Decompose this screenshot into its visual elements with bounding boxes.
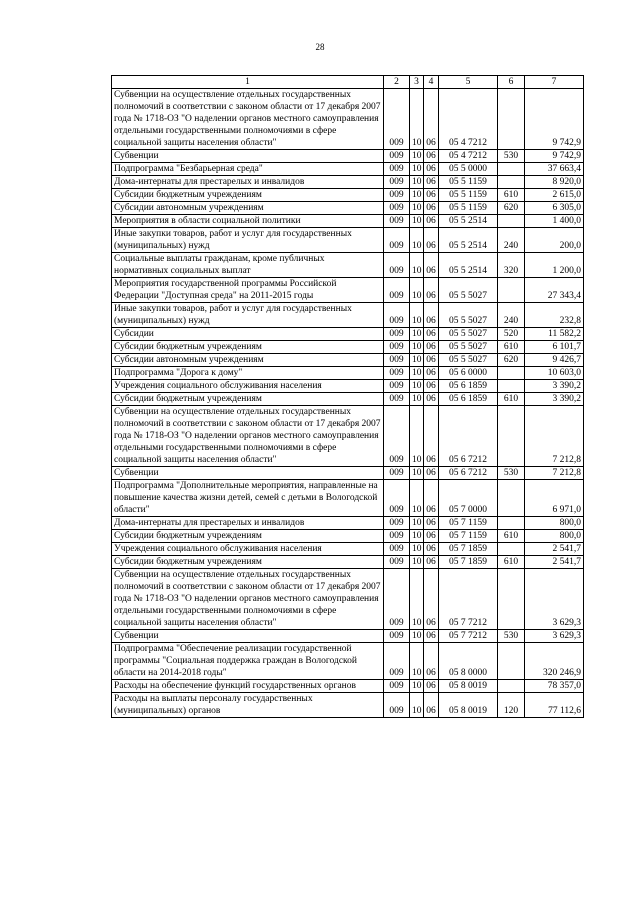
table-row (112, 556, 584, 569)
row-c5-cell: 05 5 5027 (439, 328, 498, 341)
row-c6-cell: 530 (498, 467, 525, 480)
row-c5-cell: 05 5 1159 (439, 176, 498, 189)
row-name-cell: Мероприятия государственной программы Российской Федерации "Доступная среда" на 2011-2015 годы (112, 278, 384, 303)
row-c6-cell: 610 (498, 393, 525, 406)
row-c7-cell: 7 212,8 (525, 467, 584, 480)
row-c6-cell (498, 569, 525, 630)
row-c2-cell: 009 (384, 354, 410, 367)
row-c5-cell: 05 7 1159 (439, 517, 498, 530)
row-c3-cell: 10 (410, 202, 424, 215)
row-c5-cell: 05 5 1159 (439, 189, 498, 202)
row-c5-cell: 05 8 0000 (439, 643, 498, 680)
row-name-cell: Субсидии бюджетным учреждениям (112, 341, 384, 354)
row-name-cell: Субсидии (112, 328, 384, 341)
row-c5-cell: 05 5 5027 (439, 354, 498, 367)
row-c5-cell: 05 6 0000 (439, 367, 498, 380)
table-row (112, 303, 584, 328)
row-c4-cell: 06 (424, 150, 439, 163)
row-c7-cell: 9 742,9 (525, 89, 584, 150)
row-c4-cell: 06 (424, 643, 439, 680)
row-c2-cell: 009 (384, 480, 410, 517)
row-c5-cell: 05 5 2514 (439, 215, 498, 228)
row-c4-cell: 06 (424, 467, 439, 480)
row-c4-cell: 06 (424, 354, 439, 367)
row-c5-cell: 05 5 5027 (439, 303, 498, 328)
row-c2-cell: 009 (384, 189, 410, 202)
row-c4-cell: 06 (424, 228, 439, 253)
row-c5-cell: 05 7 1859 (439, 556, 498, 569)
row-c2-cell: 009 (384, 380, 410, 393)
row-c3-cell: 10 (410, 189, 424, 202)
row-c3-cell: 10 (410, 630, 424, 643)
table-row (112, 367, 584, 380)
row-c7-cell: 800,0 (525, 517, 584, 530)
row-c5-cell: 05 7 0000 (439, 480, 498, 517)
row-c5-cell: 05 7 7212 (439, 630, 498, 643)
row-c4-cell: 06 (424, 393, 439, 406)
row-c2-cell: 009 (384, 89, 410, 150)
row-c3-cell: 10 (410, 643, 424, 680)
row-c5-cell: 05 6 1859 (439, 380, 498, 393)
row-c2-cell: 009 (384, 215, 410, 228)
row-c5-cell: 05 6 1859 (439, 393, 498, 406)
table-row (112, 328, 584, 341)
table-row (112, 228, 584, 253)
table-row (112, 150, 584, 163)
row-c6-cell (498, 543, 525, 556)
header-cell: 3 (410, 76, 424, 89)
row-c3-cell: 10 (410, 467, 424, 480)
row-c4-cell: 06 (424, 693, 439, 718)
row-c4-cell: 06 (424, 517, 439, 530)
row-c2-cell: 009 (384, 202, 410, 215)
row-c6-cell (498, 215, 525, 228)
table-row (112, 341, 584, 354)
row-c5-cell: 05 5 5027 (439, 341, 498, 354)
row-c6-cell (498, 406, 525, 467)
row-c6-cell: 530 (498, 630, 525, 643)
row-name-cell: Учреждения социального обслуживания населения (112, 380, 384, 393)
row-c7-cell: 6 101,7 (525, 341, 584, 354)
row-c4-cell: 06 (424, 556, 439, 569)
table-row (112, 480, 584, 517)
row-name-cell: Учреждения социального обслуживания населения (112, 543, 384, 556)
row-c2-cell: 009 (384, 543, 410, 556)
row-c7-cell: 9 426,7 (525, 354, 584, 367)
row-c6-cell: 120 (498, 693, 525, 718)
row-name-cell: Субсидии бюджетным учреждениям (112, 556, 384, 569)
page-number: 28 (315, 42, 325, 52)
row-c2-cell: 009 (384, 367, 410, 380)
row-c4-cell: 06 (424, 189, 439, 202)
row-name-cell: Субвенции (112, 150, 384, 163)
row-c2-cell: 009 (384, 150, 410, 163)
row-c4-cell: 06 (424, 163, 439, 176)
row-c6-cell (498, 163, 525, 176)
row-c3-cell: 10 (410, 89, 424, 150)
row-c3-cell: 10 (410, 543, 424, 556)
row-c5-cell: 05 4 7212 (439, 89, 498, 150)
row-c5-cell: 05 8 0019 (439, 693, 498, 718)
row-c7-cell: 11 582,2 (525, 328, 584, 341)
table-row (112, 406, 584, 467)
row-c4-cell: 06 (424, 367, 439, 380)
header-cell: 1 (112, 76, 384, 89)
row-c3-cell: 10 (410, 228, 424, 253)
row-c5-cell: 05 5 5027 (439, 278, 498, 303)
row-name-cell: Расходы на обеспечение функций государственных органов (112, 680, 384, 693)
row-c2-cell: 009 (384, 630, 410, 643)
row-name-cell: Субсидии автономным учреждениям (112, 202, 384, 215)
row-c5-cell: 05 5 2514 (439, 228, 498, 253)
row-c4-cell: 06 (424, 680, 439, 693)
row-c2-cell: 009 (384, 517, 410, 530)
row-c2-cell: 009 (384, 569, 410, 630)
row-c2-cell: 009 (384, 253, 410, 278)
row-c6-cell: 610 (498, 530, 525, 543)
row-c2-cell: 009 (384, 680, 410, 693)
row-c7-cell: 2 541,7 (525, 556, 584, 569)
row-c2-cell: 009 (384, 643, 410, 680)
row-c6-cell (498, 643, 525, 680)
row-c6-cell: 240 (498, 303, 525, 328)
row-c2-cell: 009 (384, 176, 410, 189)
row-c6-cell (498, 517, 525, 530)
row-c2-cell: 009 (384, 328, 410, 341)
row-c3-cell: 10 (410, 569, 424, 630)
row-c7-cell: 2 541,7 (525, 543, 584, 556)
row-c4-cell: 06 (424, 380, 439, 393)
header-cell: 4 (424, 76, 439, 89)
row-c6-cell (498, 367, 525, 380)
row-name-cell: Субвенции на осуществление отдельных государственных полномочий в соответствии с законом области от 17 декабря 2007 года № 1718-ОЗ "О наделении органов местного самоуправления отдельными государственными полномочиями в сфере социальной защиты населения области" (112, 569, 384, 630)
row-c3-cell: 10 (410, 176, 424, 189)
row-c5-cell: 05 7 1159 (439, 530, 498, 543)
header-cell: 6 (498, 76, 525, 89)
header-row (112, 76, 584, 89)
row-c3-cell: 10 (410, 517, 424, 530)
table-row (112, 543, 584, 556)
row-c7-cell: 2 615,0 (525, 189, 584, 202)
table-row (112, 569, 584, 630)
row-c4-cell: 06 (424, 341, 439, 354)
row-c3-cell: 10 (410, 367, 424, 380)
table-row (112, 278, 584, 303)
row-name-cell: Мероприятия в области социальной политики (112, 215, 384, 228)
row-name-cell: Социальные выплаты гражданам, кроме публичных нормативных социальных выплат (112, 253, 384, 278)
row-c2-cell: 009 (384, 467, 410, 480)
row-c7-cell: 1 200,0 (525, 253, 584, 278)
row-c5-cell: 05 5 1159 (439, 202, 498, 215)
table-row (112, 354, 584, 367)
header-cell: 7 (525, 76, 584, 89)
row-c7-cell: 200,0 (525, 228, 584, 253)
table-row (112, 530, 584, 543)
row-c3-cell: 10 (410, 380, 424, 393)
row-c3-cell: 10 (410, 680, 424, 693)
row-c6-cell (498, 278, 525, 303)
row-c7-cell: 6 305,0 (525, 202, 584, 215)
row-c3-cell: 10 (410, 556, 424, 569)
row-c3-cell: 10 (410, 480, 424, 517)
row-c5-cell: 05 7 7212 (439, 569, 498, 630)
row-c2-cell: 009 (384, 406, 410, 467)
row-c7-cell: 77 112,6 (525, 693, 584, 718)
table-row (112, 680, 584, 693)
row-c5-cell: 05 7 1859 (439, 543, 498, 556)
row-c6-cell: 610 (498, 341, 525, 354)
row-name-cell: Субвенции на осуществление отдельных государственных полномочий в соответствии с законом области от 17 декабря 2007 года № 1718-ОЗ "О наделении органов местного самоуправления отдельными государственными полномочиями в сфере социальной защиты населения области" (112, 406, 384, 467)
row-c6-cell: 620 (498, 354, 525, 367)
row-c3-cell: 10 (410, 253, 424, 278)
row-c6-cell (498, 480, 525, 517)
row-c4-cell: 06 (424, 202, 439, 215)
row-c4-cell: 06 (424, 530, 439, 543)
budget-table (111, 75, 584, 718)
row-c2-cell: 009 (384, 556, 410, 569)
row-c3-cell: 10 (410, 341, 424, 354)
table-row (112, 176, 584, 189)
row-c6-cell (498, 680, 525, 693)
row-c4-cell: 06 (424, 569, 439, 630)
row-c4-cell: 06 (424, 253, 439, 278)
row-name-cell: Подпрограмма "Дополнительные мероприятия, направленные на повышение качества жизни детей, семей с детьми в Вологодской области" (112, 480, 384, 517)
row-c6-cell (498, 176, 525, 189)
row-c2-cell: 009 (384, 393, 410, 406)
row-c5-cell: 05 4 7212 (439, 150, 498, 163)
row-c6-cell (498, 380, 525, 393)
row-c2-cell: 009 (384, 530, 410, 543)
table-row (112, 202, 584, 215)
row-c6-cell: 320 (498, 253, 525, 278)
row-c3-cell: 10 (410, 278, 424, 303)
row-c7-cell: 800,0 (525, 530, 584, 543)
row-name-cell: Расходы на выплаты персоналу государственных (муниципальных) органов (112, 693, 384, 718)
row-c2-cell: 009 (384, 303, 410, 328)
row-c4-cell: 06 (424, 406, 439, 467)
row-c7-cell: 10 603,0 (525, 367, 584, 380)
row-c7-cell: 78 357,0 (525, 680, 584, 693)
row-name-cell: Дома-интернаты для престарелых и инвалидов (112, 176, 384, 189)
row-name-cell: Иные закупки товаров, работ и услуг для государственных (муниципальных) нужд (112, 303, 384, 328)
row-name-cell: Субсидии бюджетным учреждениям (112, 393, 384, 406)
row-name-cell: Субсидии бюджетным учреждениям (112, 189, 384, 202)
row-c3-cell: 10 (410, 354, 424, 367)
row-c7-cell: 3 390,2 (525, 393, 584, 406)
row-c6-cell: 610 (498, 189, 525, 202)
table-row (112, 393, 584, 406)
row-name-cell: Субсидии автономным учреждениям (112, 354, 384, 367)
row-c2-cell: 009 (384, 693, 410, 718)
table-row (112, 163, 584, 176)
row-c7-cell: 7 212,8 (525, 406, 584, 467)
row-c7-cell: 27 343,4 (525, 278, 584, 303)
table-row (112, 380, 584, 393)
row-c3-cell: 10 (410, 303, 424, 328)
header-cell: 2 (384, 76, 410, 89)
row-c5-cell: 05 8 0019 (439, 680, 498, 693)
row-name-cell: Подпрограмма "Безбарьерная среда" (112, 163, 384, 176)
row-c3-cell: 10 (410, 215, 424, 228)
row-c7-cell: 8 920,0 (525, 176, 584, 189)
row-c4-cell: 06 (424, 303, 439, 328)
row-c2-cell: 009 (384, 163, 410, 176)
row-c3-cell: 10 (410, 150, 424, 163)
row-c7-cell: 9 742,9 (525, 150, 584, 163)
row-c3-cell: 10 (410, 393, 424, 406)
row-c4-cell: 06 (424, 89, 439, 150)
row-c6-cell: 620 (498, 202, 525, 215)
row-c3-cell: 10 (410, 163, 424, 176)
row-c4-cell: 06 (424, 480, 439, 517)
row-c6-cell: 610 (498, 556, 525, 569)
row-c7-cell: 232,8 (525, 303, 584, 328)
row-c4-cell: 06 (424, 328, 439, 341)
table-row (112, 517, 584, 530)
row-name-cell: Иные закупки товаров, работ и услуг для государственных (муниципальных) нужд (112, 228, 384, 253)
table-row (112, 630, 584, 643)
row-c4-cell: 06 (424, 630, 439, 643)
table-row (112, 643, 584, 680)
row-c7-cell: 320 246,9 (525, 643, 584, 680)
row-c4-cell: 06 (424, 176, 439, 189)
row-c4-cell: 06 (424, 215, 439, 228)
row-c7-cell: 3 390,2 (525, 380, 584, 393)
row-c2-cell: 009 (384, 228, 410, 253)
row-c2-cell: 009 (384, 341, 410, 354)
table-row (112, 89, 584, 150)
row-c3-cell: 10 (410, 693, 424, 718)
table-row (112, 253, 584, 278)
row-c7-cell: 6 971,0 (525, 480, 584, 517)
row-name-cell: Субвенции на осуществление отдельных государственных полномочий в соответствии с законом области от 17 декабря 2007 года № 1718-ОЗ "О наделении органов местного самоуправления отдельными государственными полномочиями в сфере социальной защиты населения области" (112, 89, 384, 150)
row-name-cell: Подпрограмма "Обеспечение реализации государственной программы "Социальная поддержка граждан в Вологодской области на 2014-2018 годы" (112, 643, 384, 680)
header-cell: 5 (439, 76, 498, 89)
row-c5-cell: 05 6 7212 (439, 467, 498, 480)
row-name-cell: Субсидии бюджетным учреждениям (112, 530, 384, 543)
row-c2-cell: 009 (384, 278, 410, 303)
row-c5-cell: 05 6 7212 (439, 406, 498, 467)
row-c7-cell: 1 400,0 (525, 215, 584, 228)
row-c6-cell: 240 (498, 228, 525, 253)
row-name-cell: Субвенции (112, 467, 384, 480)
table-row (112, 693, 584, 718)
row-name-cell: Субвенции (112, 630, 384, 643)
row-c3-cell: 10 (410, 328, 424, 341)
row-c3-cell: 10 (410, 530, 424, 543)
row-c3-cell: 10 (410, 406, 424, 467)
row-c4-cell: 06 (424, 543, 439, 556)
row-name-cell: Подпрограмма "Дорога к дому" (112, 367, 384, 380)
row-c7-cell: 37 663,4 (525, 163, 584, 176)
row-c4-cell: 06 (424, 278, 439, 303)
table-row (112, 467, 584, 480)
row-c6-cell (498, 89, 525, 150)
table-row (112, 215, 584, 228)
row-c6-cell: 520 (498, 328, 525, 341)
row-c5-cell: 05 5 0000 (439, 163, 498, 176)
row-name-cell: Дома-интернаты для престарелых и инвалидов (112, 517, 384, 530)
row-c5-cell: 05 5 2514 (439, 253, 498, 278)
row-c7-cell: 3 629,3 (525, 569, 584, 630)
table-body (112, 76, 584, 718)
row-c6-cell: 530 (498, 150, 525, 163)
row-c7-cell: 3 629,3 (525, 630, 584, 643)
table-row (112, 189, 584, 202)
